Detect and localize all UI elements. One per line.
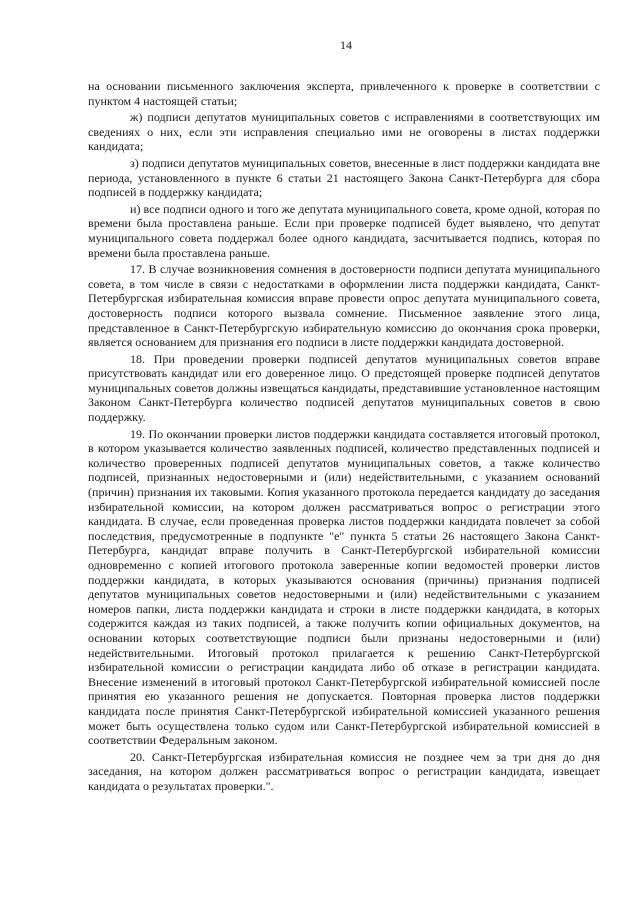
- paragraph-item-19: 19. По окончании проверки листов поддержки кандидата составляется итоговый протокол, в котором указывается количество заявленных подписей, количество представленных подписей и количество проверенных подписей депутатов муниципальных советов, а также количество подписей, признанных недостоверными и (или) недействительными, с указанием оснований (причин) признания их таковыми. Копия указанного протокола передается кандидату до заседания избирательной комиссии, на котором должен рассматриваться вопрос о регистрации этого кандидата. В случае, если проведенная проверка листов поддержки кандидата повлечет за собой последствия, предусмотренные в подпункте "е" пункта 5 статьи 26 настоящего Закона Санкт-Петербурга, кандидат вправе получить в Санкт-Петербургской избирательной комиссии одновременно с копией итогового протокола заверенные копии ведомостей проверки листов поддержки кандидата, в которых указываются основания (причины) признания подписей депутатов муниципальных советов недостоверными и (или) недействительными с указанием номеров папки, листа поддержки кандидата и строки в листе поддержки кандидата, в которых содержится каждая из таких подписей, а также получить копии официальных документов, на основании которых соответствующие подписи были признаны недостоверными и (или) недействительными. Итоговый протокол прилагается к решению Санкт-Петербургской избирательной комиссии о регистрации кандидата либо об отказе в регистрации кандидата. Внесение изменений в итоговый протокол Санкт-Петербургской избирательной комиссией после принятия ею указанного решения не допускается. Повторная проверка листов поддержки кандидата после принятия Санкт-Петербургской избирательной комиссией указанного решения может быть осуществлена только судом или Санкт-Петербургской избирательной комиссией в соответствии Федеральным законом.: [88, 426, 600, 748]
- paragraph-subitem-i: и) все подписи одного и того же депутата муниципального совета, кроме одной, которая по времени была проставлена раньше. Если при проверке подписей будет выявлено, что депутат муниципального совета поддержал более одного кандидата, засчитывается подпись, которая по времени была проставлена раньше.: [88, 201, 600, 260]
- paragraph-item-17: 17. В случае возникновения сомнения в достоверности подписи депутата муниципального совета, в том числе в связи с недостатками в оформлении листа поддержки кандидата, Санкт-Петербургская избирательная комиссия вправе провести опрос депутата муниципального совета, достоверность подписи которого вызвала сомнение. Письменное заявление этого лица, представленное в Санкт-Петербургскую избирательную комиссию до окончания срока проверки, является основанием для признания его подписи в листе поддержки кандидата достоверной.: [88, 262, 600, 350]
- paragraph-subitem-z: з) подписи депутатов муниципальных советов, внесенные в лист поддержки кандидата вне периода, установленного в пункте 6 статьи 21 настоящего Закона Санкт-Петербурга для сбора подписей в поддержку кандидата;: [88, 155, 600, 200]
- page-number: 14: [340, 38, 352, 52]
- paragraph-item-20: 20. Санкт-Петербургская избирательная комиссия не позднее чем за три дня до дня заседания, на котором должен рассматриваться вопрос о регистрации кандидата, извещает кандидата о результатах проверки.".: [88, 749, 600, 793]
- paragraph-item-18: 18. При проведении проверки подписей депутатов муниципальных советов вправе присутствовать кандидат или его доверенное лицо. О предстоящей проверке подписей депутатов муниципальных советов должны извещаться кандидаты, представившие установленное настоящим Законом Санкт-Петербурга количество подписей депутатов муниципальных советов в свою поддержку.: [88, 351, 600, 425]
- paragraph-subitem-zh: ж) подписи депутатов муниципальных советов с исправлениями в соответствующих им сведениях о них, если эти исправления специально ими не оговорены в листах поддержки кандидата;: [88, 110, 600, 154]
- paragraph-continuation: на основании письменного заключения эксперта, привлеченного к проверке в соответствии с пунктом 4 настоящей статьи;: [88, 79, 600, 108]
